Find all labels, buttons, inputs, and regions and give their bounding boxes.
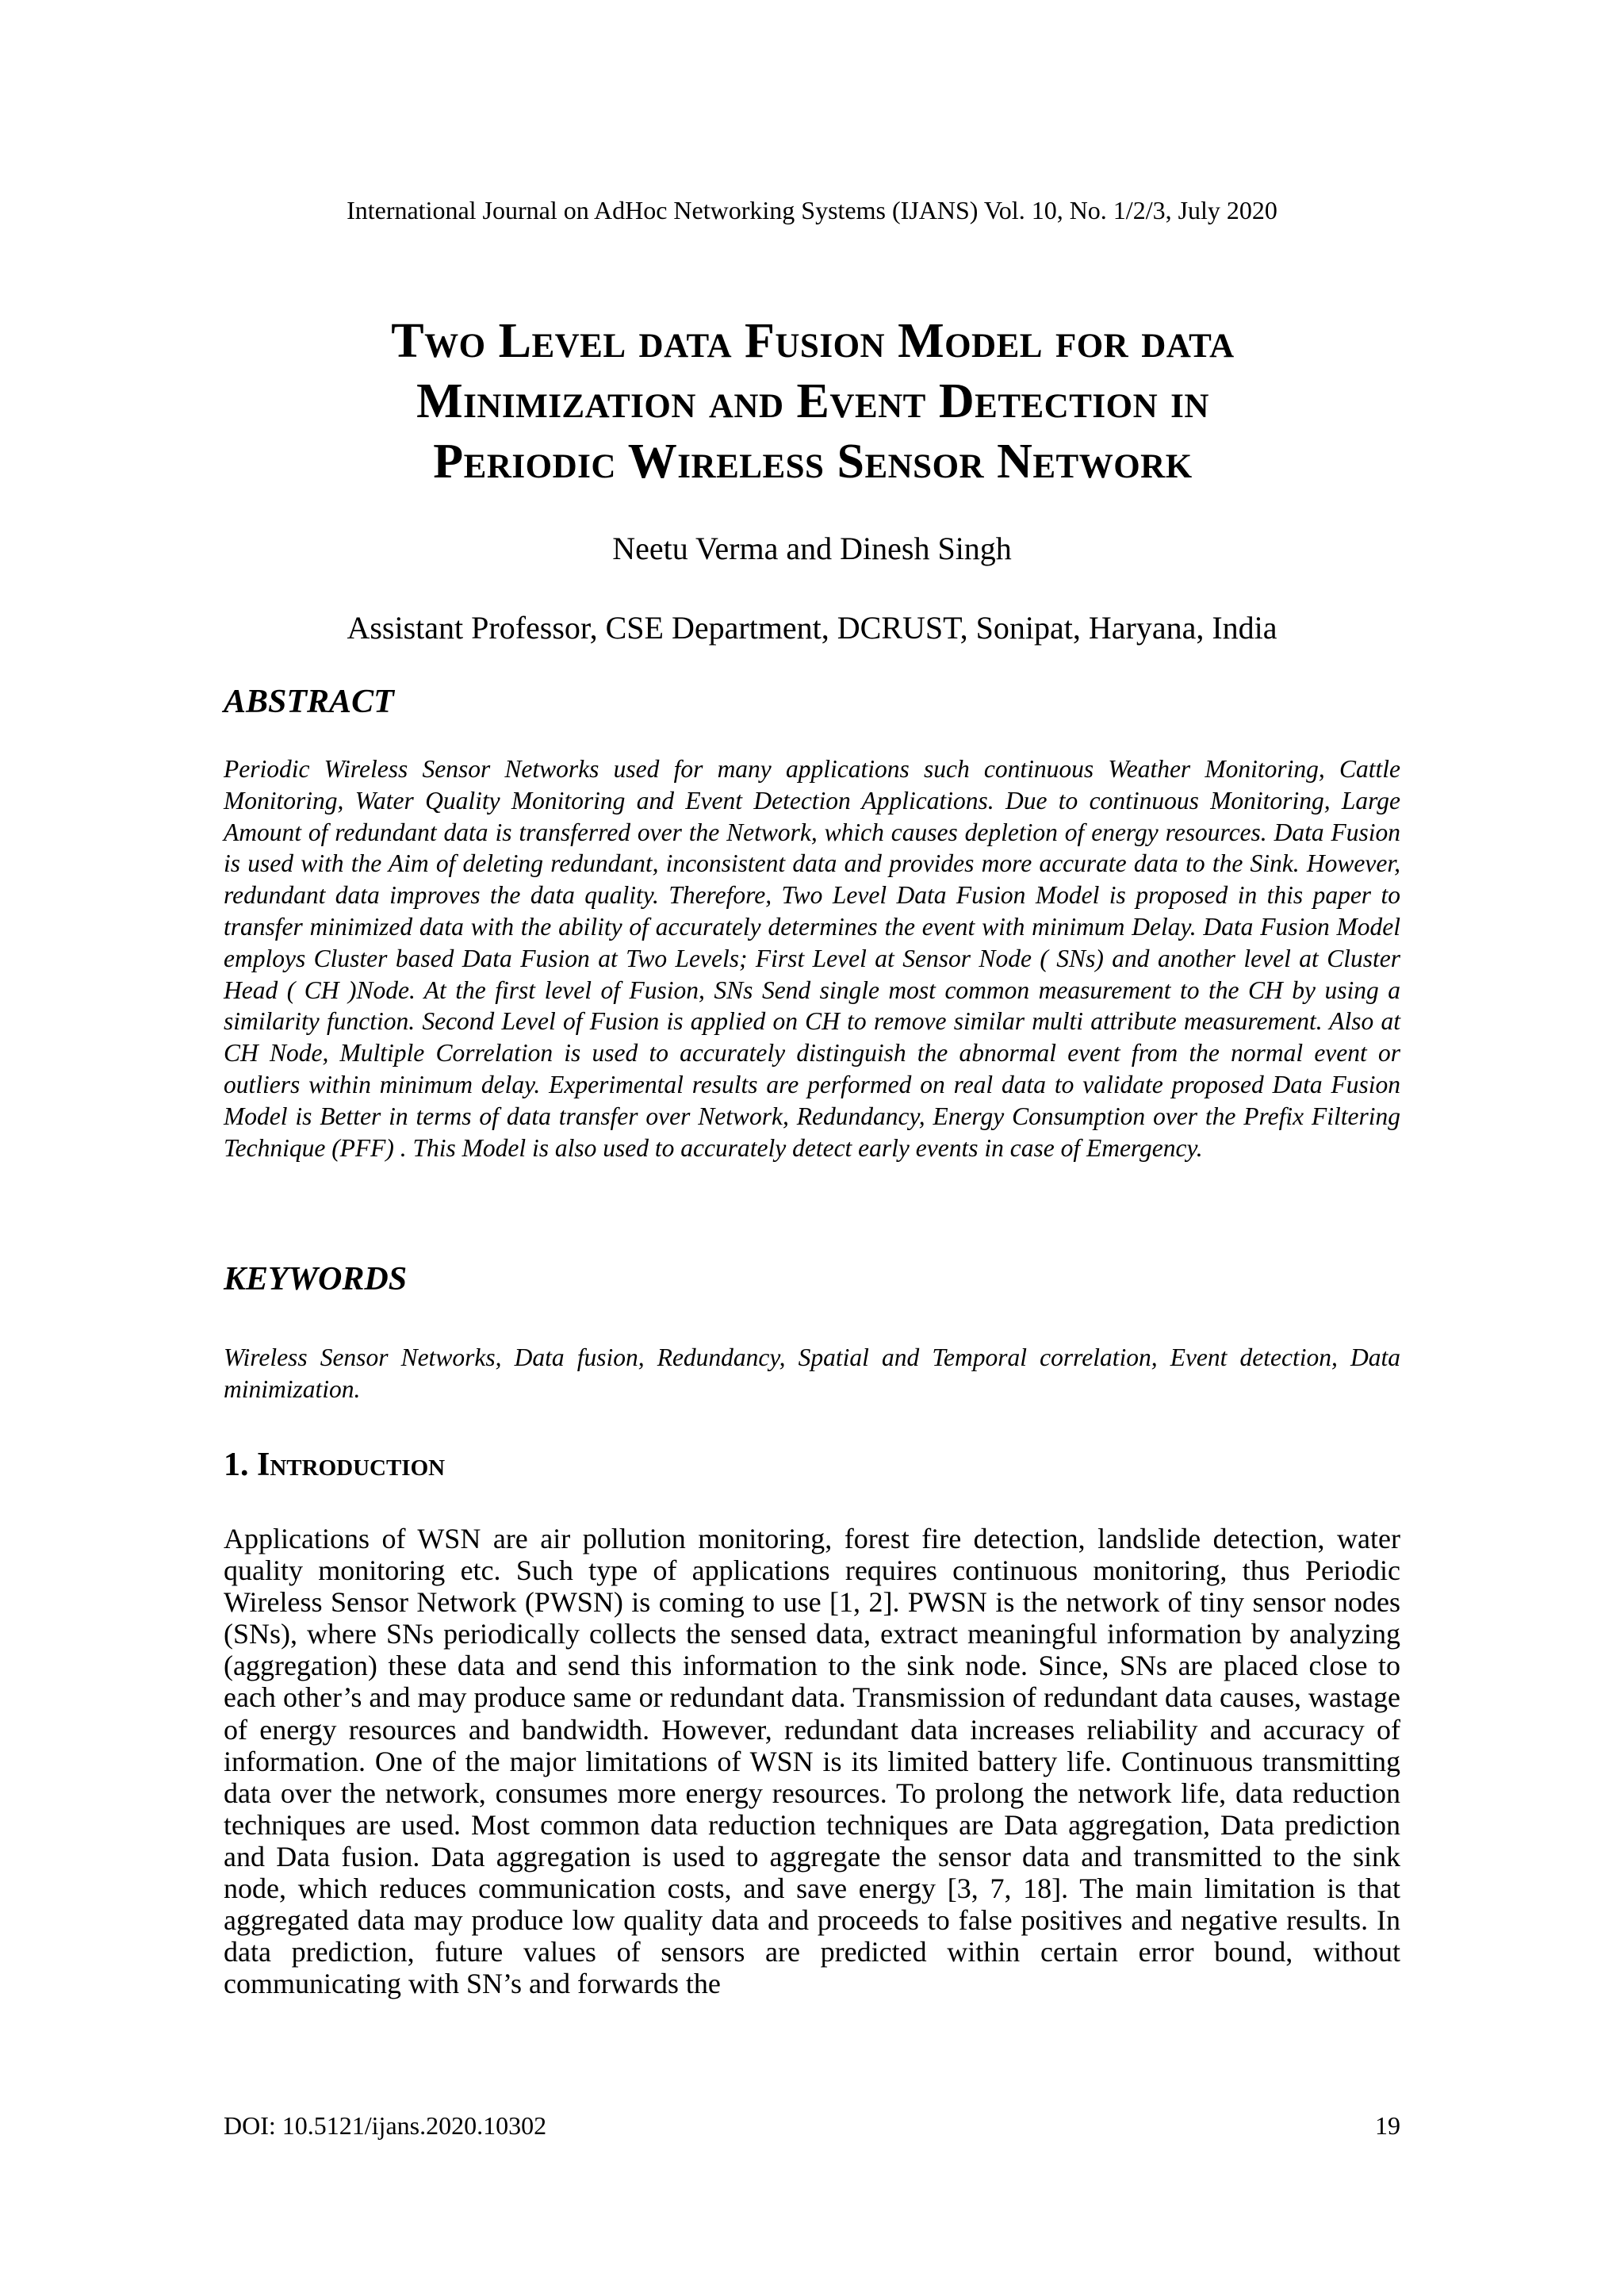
keywords-text: Wireless Sensor Networks, Data fusion, Redundancy, Spatial and Temporal correlation, Event detection, Data minimization.: [224, 1343, 1400, 1403]
journal-header: International Journal on AdHoc Networking Systems (IJANS) Vol. 10, No. 1/2/3, July 2020: [347, 196, 1277, 224]
paper-title: [206, 311, 1419, 492]
abstract-text: Periodic Wireless Sensor Networks used for many applications such continuous Weather Monitoring, Cattle Monitoring, Water Quality Monitoring and Event Detection Applications. Due to continuous Monitoring, Large Amount of redundant data is transferred over the Network, which causes depletion of energy resources. Data Fusion is used with the Aim of deleting redundant, inconsistent data and provides more accurate data to the Sink. However, redundant data improves the data quality. Therefore, Two Level Data Fusion Model is proposed in this paper to transfer minimized data with the ability of accurately determines the event with minimum Delay. Data Fusion Model employs Cluster based Data Fusion at Two Levels; First Level at Sensor Node ( SNs) and another level at Cluster Head ( CH )Node. At the first level of Fusion, SNs Send single most common measurement to the CH by using a similarity function. Second Level of Fusion is applied on CH to remove similar multi attribute measurement. Also at CH Node, Multiple Correlation is used to accurately distinguish the abnormal event from the normal event or outliers within minimum delay. Experimental results are performed on real data to validate proposed Data Fusion Model is Better in terms of data transfer over Network, Redundancy, Energy Consumption over the Prefix Filtering Technique (PFF) . This Model is also used to accurately detect early events in case of Emergency.: [224, 755, 1400, 1162]
title-line-1: Two Level data Fusion Model for data: [391, 314, 1235, 368]
title-line-2: Minimization and Event Detection in: [416, 374, 1209, 428]
introduction-text: Applications of WSN are air pollution monitoring, forest fire detection, landslide detection, water quality monitoring etc. Such type of applications requires continuous monitoring, thus Periodic Wireless Sensor Network (PWSN) is coming to use [1, 2]. PWSN is the network of tiny sensor nodes (SNs), where SNs periodically collects the sensed data, extract meaningful information by analyzing (aggregation) these data and send this information to the sink node. Since, SNs are placed close to each other’s and may produce same or redundant data. Transmission of redundant data causes, wastage of energy resources and bandwidth. However, redundant data increases reliability and accuracy of information. One of the major limitations of WSN is its limited battery life. Continuous transmitting data over the network, consumes more energy resources. To prolong the network life, data reduction techniques are used. Most common data reduction techniques are Data aggregation, Data prediction and Data fusion. Data aggregation is used to aggregate the sensor data and transmitted to the sink node, which reduces communication costs, and save energy [3, 7, 18]. The main limitation is that aggregated data may produce low quality data and proceeds to false positives and negative results. In data prediction, future values of sensors are predicted within certain error bound, without communicating with SN’s and forwards the: [224, 1523, 1400, 2000]
authors: Neetu Verma and Dinesh Singh: [612, 531, 1012, 566]
introduction-heading: 1. Introduction: [224, 1447, 446, 1483]
doi: DOI: 10.5121/ijans.2020.10302: [224, 2111, 547, 2140]
page-number: 19: [1375, 2111, 1400, 2140]
title-line-3: Periodic Wireless Sensor Network: [433, 435, 1193, 489]
keywords-heading: KEYWORDS: [224, 1261, 408, 1297]
abstract-heading: ABSTRACT: [224, 684, 394, 720]
affiliation: Assistant Professor, CSE Department, DCRUST, Sonipat, Haryana, India: [347, 610, 1277, 646]
